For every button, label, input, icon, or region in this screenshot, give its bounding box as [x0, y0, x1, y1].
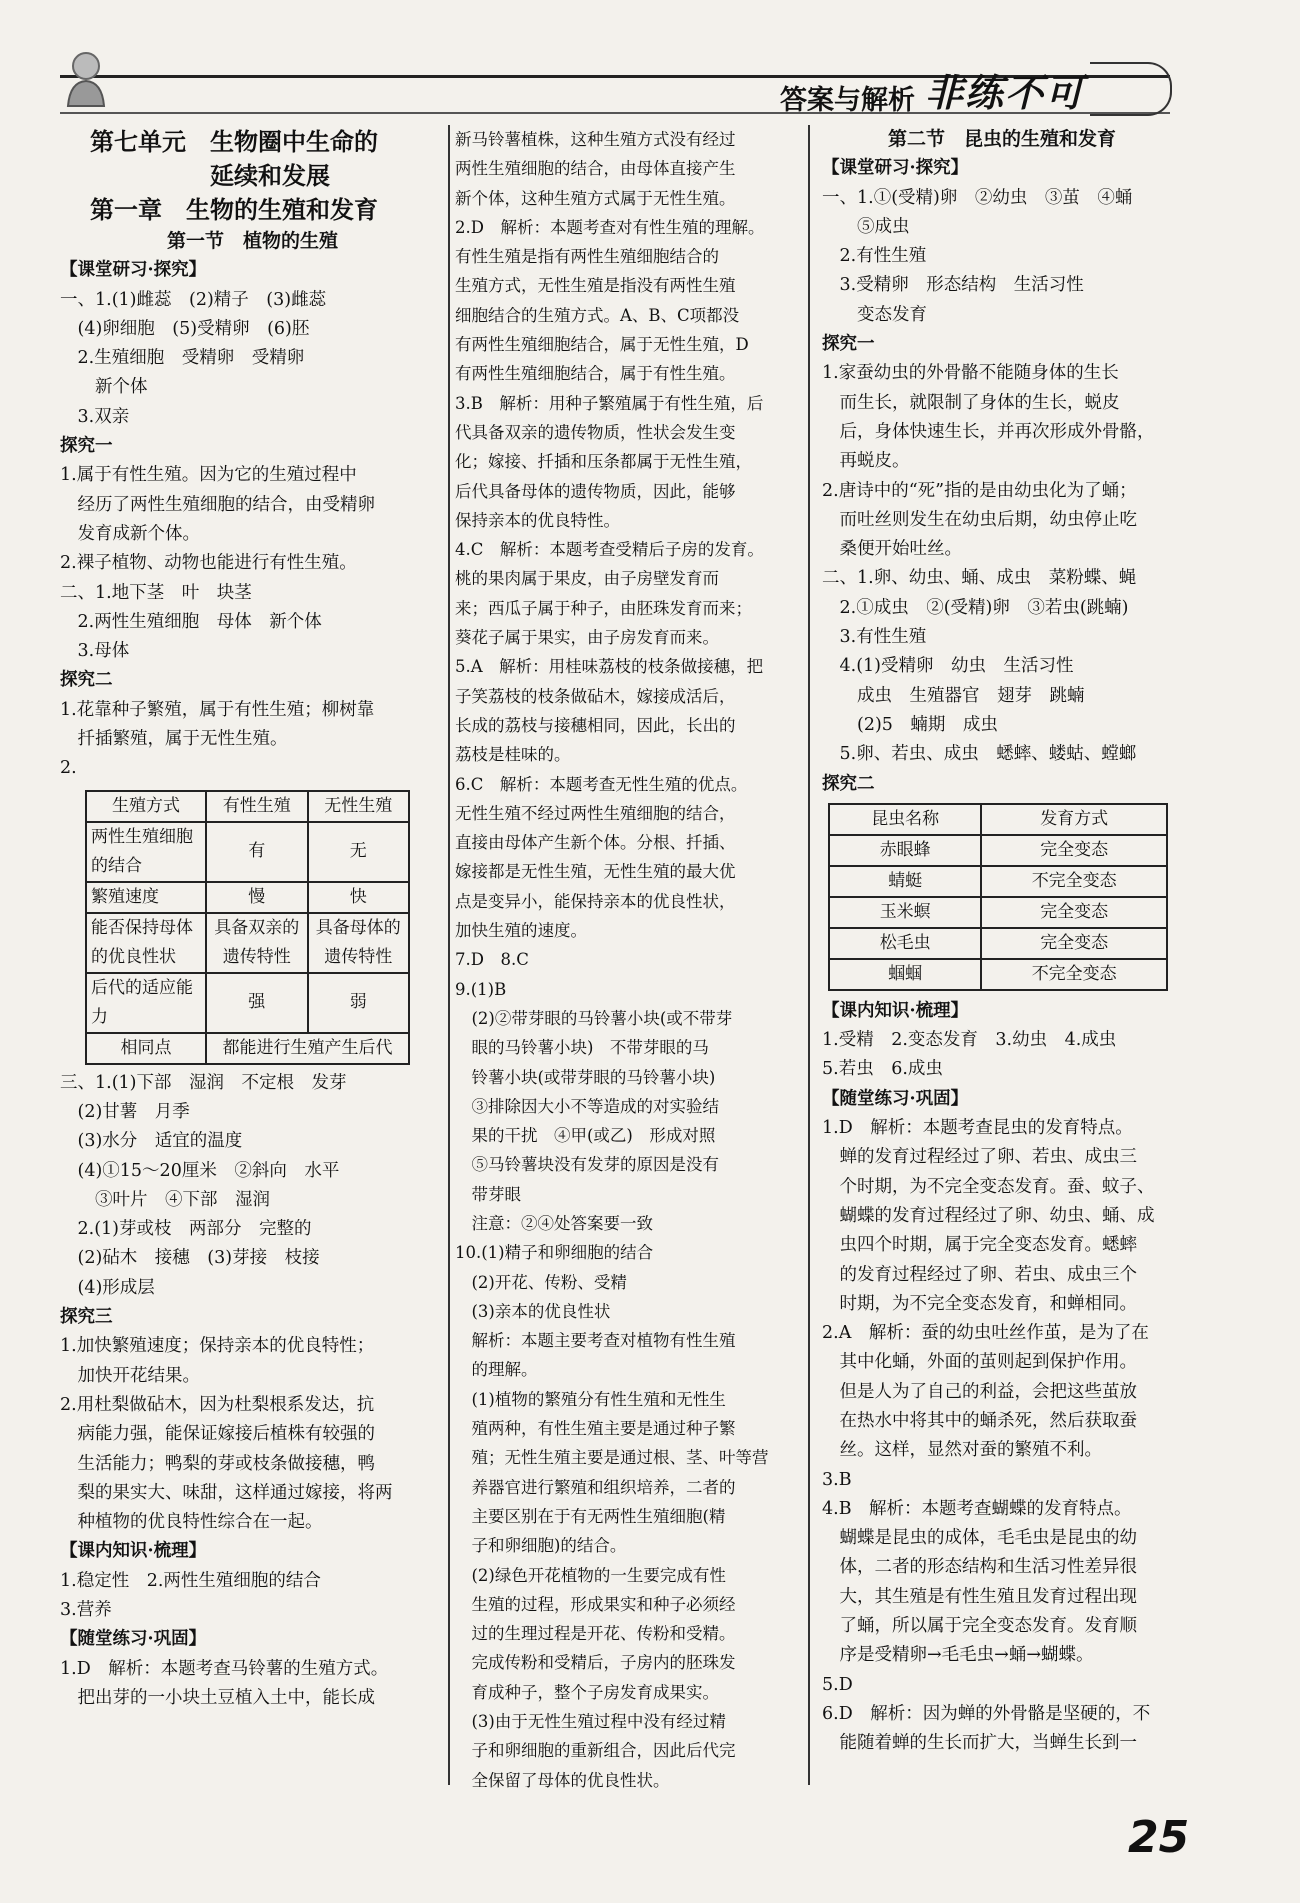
table-cell: 完全变态 — [981, 835, 1167, 866]
text-line: 来；西瓜子属于种子，由胚珠发育而来； — [455, 598, 752, 618]
text-line: 二、1.地下茎 叶 块茎 — [60, 582, 252, 603]
text-line: 带芽眼 — [455, 1184, 521, 1204]
text-line: 探究一 — [60, 436, 113, 457]
text-line: 梨的果实大、味甜，这样通过嫁接，将两 — [60, 1482, 393, 1503]
table-header-cell: 发育方式 — [981, 804, 1167, 835]
table-cell: 蜻蜓 — [829, 866, 981, 897]
table-cell: 繁殖速度 — [86, 882, 206, 913]
text-line: 经历了两性生殖细胞的结合，由受精卵 — [60, 494, 375, 515]
text-line: 了蛹，所以属于完全变态发育。发育顺 — [822, 1616, 1137, 1637]
text-line: 新马铃薯植株，这种生殖方式没有经过 — [455, 130, 736, 149]
table-row — [86, 1033, 409, 1064]
answers-block — [455, 125, 795, 1795]
text-line: 而生长，就限制了身体的生长，蜕皮 — [822, 392, 1120, 413]
table-cell: 弱 — [308, 973, 410, 1033]
text-line: 有性生殖是指有两性生殖细胞结合的 — [455, 247, 719, 267]
table-cell: 松毛虫 — [829, 928, 981, 959]
text-line: 新个体 — [60, 377, 148, 398]
text-line: 生殖的过程，形成果实和种子必须经 — [455, 1594, 736, 1614]
text-line: 大，其生殖是有性生殖且发育过程出现 — [822, 1586, 1137, 1607]
text-line: 果的干扰 ④甲(或乙) 形成对照 — [455, 1126, 716, 1146]
text-line: 序是受精卵→毛毛虫→蛹→蝴蝶。 — [822, 1645, 1094, 1666]
text-line: 注意：②④处答案要一致 — [455, 1213, 653, 1233]
text-line: 一、1.(1)雌蕊 (2)精子 (3)雌蕊 — [60, 289, 327, 310]
column-divider-1 — [448, 125, 450, 1785]
text-line: 2.唐诗中的“死”指的是由幼虫化为了蛹； — [822, 480, 1137, 501]
text-line: 加快开花结果。 — [60, 1365, 200, 1386]
text-line: 2. — [60, 758, 77, 779]
text-line: 成虫 生殖器官 翅芽 跳蝻 — [822, 685, 1085, 706]
text-line: 变态发育 — [822, 304, 927, 325]
chapter-title: 第一章 生物的生殖和发育 — [90, 195, 378, 224]
text-line: 三、1.(1)下部 湿润 不定根 发芽 — [60, 1072, 347, 1093]
table-header-cell: 昆虫名称 — [829, 804, 981, 835]
text-line: 3.有性生殖 — [822, 627, 927, 648]
text-line: 个时期，为不完全变态发育。蚕、蚊子、 — [822, 1176, 1155, 1197]
text-line: 的发育过程经过了卵、若虫、成虫三个 — [822, 1264, 1137, 1285]
text-line: 【课内知识·梳理】 — [822, 1000, 969, 1021]
text-line: 葵花子属于果实，由子房发育而来。 — [455, 628, 719, 648]
text-line: ③叶片 ④下部 湿润 — [60, 1189, 270, 1210]
text-line: 1.受精 2.变态发育 3.幼虫 4.成虫 — [822, 1030, 1117, 1051]
table-cell: 有 — [206, 822, 308, 882]
text-line: 2.①成虫 ②(受精)卵 ③若虫(跳蝻) — [822, 597, 1129, 618]
text-line: 3.营养 — [60, 1599, 112, 1620]
text-line: 殖两种，有性生殖主要是通过种子繁 — [455, 1419, 736, 1439]
text-line: 丝。这样，显然对蚕的繁殖不利。 — [822, 1440, 1102, 1461]
text-line: 9.(1)B — [455, 979, 507, 999]
text-line: 后代具备母体的遗传物质，因此，能够 — [455, 481, 736, 501]
text-line: 2.(1)芽或枝 两部分 完整的 — [60, 1219, 312, 1240]
header-brand: 非练不可 — [925, 70, 1086, 115]
text-line: 有两性生殖细胞结合，属于有性生殖。 — [455, 364, 736, 384]
text-line: 过的生理过程是开花、传粉和受精。 — [455, 1624, 736, 1644]
text-line: 5.A 解析：用桂味荔枝的枝条做接穗，把 — [455, 657, 764, 677]
text-line: 无性生殖不经过两性生殖细胞的结合， — [455, 803, 736, 823]
text-line: 虫四个时期，属于完全变态发育。蟋蟀 — [822, 1235, 1137, 1256]
text-line: 1.花靠种子繁殖，属于有性生殖；柳树靠 — [60, 699, 375, 720]
text-line: 1.D 解析：本题考查昆虫的发育特点。 — [822, 1118, 1133, 1139]
column-2 — [455, 125, 795, 1795]
text-line: (2)绿色开花植物的一生要完成有性 — [455, 1565, 726, 1585]
table-cell: 蝈蝈 — [829, 959, 981, 990]
text-line: (2)甘薯 月季 — [60, 1101, 190, 1122]
text-line: 蝴蝶是昆虫的成体，毛毛虫是昆虫的幼 — [822, 1528, 1137, 1549]
text-line: 保持亲本的优良特性。 — [455, 510, 620, 530]
text-line: 2.裸子植物、动物也能进行有性生殖。 — [60, 553, 357, 574]
column-3 — [822, 125, 1182, 1759]
text-line: 2.生殖细胞 受精卵 受精卵 — [60, 348, 305, 369]
table-cell: 具备母体的遗传特性 — [308, 913, 410, 973]
text-line: ③排除因大小不等造成的对实验结 — [455, 1096, 719, 1116]
text-line: (3)由于无性生殖过程中没有经过精 — [455, 1712, 726, 1732]
section-title: 第一节 植物的生殖 — [166, 230, 338, 252]
text-line: 眼的马铃薯小块) 不带芽眼的马 — [455, 1038, 709, 1058]
text-line: 【课内知识·梳理】 — [60, 1541, 207, 1562]
text-line: ⑤成虫 — [822, 216, 910, 237]
text-line: 探究二 — [60, 670, 113, 691]
text-line: 加快生殖的速度。 — [455, 921, 587, 941]
table-cell: 相同点 — [86, 1033, 206, 1064]
page-number: 25 — [1128, 1812, 1190, 1863]
text-line: 殖；无性生殖主要是通过根、茎、叶等营 — [455, 1448, 769, 1468]
text-line: 解析：本题主要考查对植物有性生殖 — [455, 1331, 736, 1351]
text-line: 在热水中将其中的蛹杀死，然后获取蚕 — [822, 1410, 1137, 1431]
text-line: 【随堂练习·巩固】 — [60, 1629, 207, 1650]
text-line: (4)卵细胞 (5)受精卵 (6)胚 — [60, 318, 310, 339]
text-line: 1.D 解析：本题考查马铃薯的生殖方式。 — [60, 1658, 389, 1679]
text-line: 子和卵细胞)的结合。 — [455, 1536, 627, 1556]
table-row — [86, 973, 409, 1033]
table-row — [829, 959, 1167, 990]
text-line: 2.两性生殖细胞 母体 新个体 — [60, 611, 322, 632]
text-line: 5.卵、若虫、成虫 蟋蟀、蝼蛄、螳螂 — [822, 744, 1137, 765]
answers-block-a — [822, 154, 1182, 799]
text-line: (2)砧木 接穗 (3)芽接 枝接 — [60, 1248, 320, 1269]
text-line: 而吐丝则发生在幼虫后期，幼虫停止吃 — [822, 509, 1137, 530]
text-line: 【课堂研习·探究】 — [60, 260, 207, 281]
header-title: 答案与解析 — [780, 85, 915, 116]
text-line: 代具备双亲的遗传物质，性状会发生变 — [455, 422, 736, 442]
column-1 — [60, 125, 445, 1713]
text-line: 7.D 8.C — [455, 950, 529, 970]
table-row — [86, 822, 409, 882]
text-line: 1.稳定性 2.两性生殖细胞的结合 — [60, 1570, 321, 1591]
text-line: 新个体，这种生殖方式属于无性生殖。 — [455, 188, 736, 208]
text-line: 主要区别在于有无两性生殖细胞(精 — [455, 1506, 726, 1526]
table-row — [829, 928, 1167, 959]
text-line: 病能力强，能保证嫁接后植株有较强的 — [60, 1424, 375, 1445]
text-line: 铃薯小块(或带芽眼的马铃薯小块) — [455, 1067, 716, 1087]
text-line: 2.A 解析：蚕的幼虫吐丝作茧，是为了在 — [822, 1323, 1149, 1344]
text-line: 的理解。 — [455, 1360, 538, 1380]
text-line: 【随堂练习·巩固】 — [822, 1088, 969, 1109]
reproduction-compare-table — [85, 790, 410, 1065]
text-line: 桃的果肉属于果皮，由子房壁发育而 — [455, 569, 719, 589]
table-header-cell: 无性生殖 — [308, 791, 410, 822]
text-line: 桑便开始吐丝。 — [822, 539, 962, 560]
column-divider-2 — [808, 125, 810, 1785]
table-cell: 玉米螟 — [829, 897, 981, 928]
table-cell: 强 — [206, 973, 308, 1033]
text-line: (4)①15～20厘米 ②斜向 水平 — [60, 1160, 340, 1181]
section-title-2: 第二节 昆虫的生殖和发育 — [887, 128, 1116, 150]
text-line: 6.D 解析：因为蝉的外骨骼是坚硬的，不 — [822, 1703, 1151, 1724]
text-line: 两性生殖细胞的结合，由母体直接产生 — [455, 159, 736, 179]
text-line: 3.B 解析：用种子繁殖属于有性生殖，后 — [455, 393, 764, 413]
text-line: 生活能力；鸭梨的芽或枝条做接穗，鸭 — [60, 1453, 375, 1474]
table-cell: 完全变态 — [981, 897, 1167, 928]
text-line: 化；嫁接、扦插和压条都属于无性生殖， — [455, 452, 752, 472]
header-decoration — [1090, 62, 1172, 116]
text-line: 1.加快繁殖速度；保持亲本的优良特性； — [60, 1336, 375, 1357]
text-line: 4.C 解析：本题考查受精后子房的发育。 — [455, 540, 764, 560]
text-line: 后，身体快速生长，并再次形成外骨骼， — [822, 421, 1155, 442]
text-line: 探究三 — [60, 1307, 113, 1328]
table-cell: 具备双亲的遗传特性 — [206, 913, 308, 973]
text-line: 荔枝是桂味的。 — [455, 745, 571, 765]
text-line: 但是人为了自己的利益，会把这些茧放 — [822, 1381, 1137, 1402]
text-line: (4)形成层 — [60, 1277, 155, 1298]
text-line: 点是变异小，能保持亲本的优良性状， — [455, 891, 736, 911]
text-line: 一、1.①(受精)卵 ②幼虫 ③茧 ④蛹 — [822, 187, 1133, 208]
unit-title-line-1: 第七单元 生物圈中生命的 — [90, 127, 378, 156]
table-cell: 能否保持母体的优良性状 — [86, 913, 206, 973]
table-header-cell: 生殖方式 — [86, 791, 206, 822]
text-line: 1.属于有性生殖。因为它的生殖过程中 — [60, 465, 357, 486]
answers-block-b — [60, 1069, 445, 1714]
text-line: 4.(1)受精卵 幼虫 生活习性 — [822, 656, 1074, 677]
table-row — [829, 897, 1167, 928]
text-line: 2.有性生殖 — [822, 246, 927, 267]
text-line: 完成传粉和受精后，子房内的胚珠发 — [455, 1653, 736, 1673]
text-line: 长成的荔枝与接穗相同，因此，长出的 — [455, 715, 736, 735]
text-line: 养器官进行繁殖和组织培养，二者的 — [455, 1477, 736, 1497]
insect-development-table — [828, 803, 1168, 991]
text-line: 1.家蚕幼虫的外骨骼不能随身体的生长 — [822, 363, 1119, 384]
text-line: 种植物的优良特性综合在一起。 — [60, 1512, 323, 1533]
table-cell: 快 — [308, 882, 410, 913]
table-row — [829, 835, 1167, 866]
table-cell: 都能进行生殖产生后代 — [206, 1033, 409, 1064]
text-line: 蝴蝶的发育过程经过了卵、幼虫、蛹、成 — [822, 1205, 1155, 1226]
text-line: 3.母体 — [60, 641, 130, 662]
answers-block-a — [60, 256, 445, 783]
text-line: 蝉的发育过程经过了卵、若虫、成虫三 — [822, 1147, 1137, 1168]
table-cell: 慢 — [206, 882, 308, 913]
table-cell: 赤眼蜂 — [829, 835, 981, 866]
table-cell: 两性生殖细胞的结合 — [86, 822, 206, 882]
text-line: 探究一 — [822, 334, 875, 355]
answers-block-b — [822, 997, 1182, 1759]
text-line: 扦插繁殖，属于无性生殖。 — [60, 729, 288, 750]
table-cell: 不完全变态 — [981, 866, 1167, 897]
text-line: 3.双亲 — [60, 406, 130, 427]
text-line: 3.受精卵 形态结构 生活习性 — [822, 275, 1084, 296]
table-header-cell: 有性生殖 — [206, 791, 308, 822]
text-line: 细胞结合的生殖方式。A、B、C项都没 — [455, 305, 740, 325]
text-line: 生殖方式，无性生殖是指没有两性生殖 — [455, 276, 736, 296]
table-cell: 无 — [308, 822, 410, 882]
text-line: 10.(1)精子和卵细胞的结合 — [455, 1243, 654, 1263]
text-line: 5.D — [822, 1674, 853, 1695]
text-line: 4.B 解析：本题考查蝴蝶的发育特点。 — [822, 1498, 1132, 1519]
unit-title-line-2: 延续和发展 — [210, 161, 330, 190]
table-cell: 后代的适应能力 — [86, 973, 206, 1033]
text-line: 探究二 — [822, 773, 875, 794]
table-row — [86, 882, 409, 913]
student-logo-icon — [62, 48, 110, 108]
text-line: 其中化蛹，外面的茧则起到保护作用。 — [822, 1352, 1137, 1373]
text-line: 体，二者的形态结构和生活习性差异很 — [822, 1557, 1137, 1578]
table-cell: 不完全变态 — [981, 959, 1167, 990]
text-line: 直接由母体产生新个体。分根、扦插、 — [455, 833, 736, 853]
text-line: 2.D 解析：本题考查对有性生殖的理解。 — [455, 217, 765, 237]
text-line: (3)亲本的优良性状 — [455, 1301, 611, 1321]
text-line: 二、1.卵、幼虫、蛹、成虫 菜粉蝶、蝇 — [822, 568, 1137, 589]
text-line: 嫁接都是无性生殖，无性生殖的最大优 — [455, 862, 736, 882]
text-line: (2)开花、传粉、受精 — [455, 1272, 627, 1292]
text-line: 时期，为不完全变态发育，和蝉相同。 — [822, 1293, 1137, 1314]
text-line: 再蜕皮。 — [822, 451, 910, 472]
text-line: (3)水分 适宜的温度 — [60, 1131, 243, 1152]
text-line: (1)植物的繁殖分有性生殖和无性生 — [455, 1389, 726, 1409]
table-row — [86, 913, 409, 973]
text-line: 5.若虫 6.成虫 — [822, 1059, 943, 1080]
text-line: 3.B — [822, 1469, 852, 1490]
text-line: 2.用杜梨做砧木，因为杜梨根系发达，抗 — [60, 1394, 375, 1415]
text-line: 【课堂研习·探究】 — [822, 158, 969, 179]
text-line: 发育成新个体。 — [60, 523, 200, 544]
text-line: ⑤马铃薯块没有发芽的原因是没有 — [455, 1155, 719, 1175]
text-line: (2)5 蝻期 成虫 — [822, 714, 998, 735]
text-line: 全保留了母体的优良性状。 — [455, 1770, 670, 1790]
table-cell: 完全变态 — [981, 928, 1167, 959]
table-row — [829, 866, 1167, 897]
text-line: 6.C 解析：本题考查无性生殖的优点。 — [455, 774, 748, 794]
text-line: (2)②带芽眼的马铃薯小块(或不带芽 — [455, 1008, 733, 1028]
text-line: 能随着蝉的生长而扩大，当蝉生长到一 — [822, 1733, 1137, 1754]
text-line: 把出芽的一小块土豆植入土中，能长成 — [60, 1687, 375, 1708]
text-line: 子和卵细胞的重新组合，因此后代完 — [455, 1741, 736, 1761]
text-line: 有两性生殖细胞结合，属于无性生殖，D — [455, 335, 749, 355]
text-line: 育成种子，整个子房发育成果实。 — [455, 1682, 719, 1702]
text-line: 子笑荔枝的枝条做砧木，嫁接成活后， — [455, 686, 736, 706]
